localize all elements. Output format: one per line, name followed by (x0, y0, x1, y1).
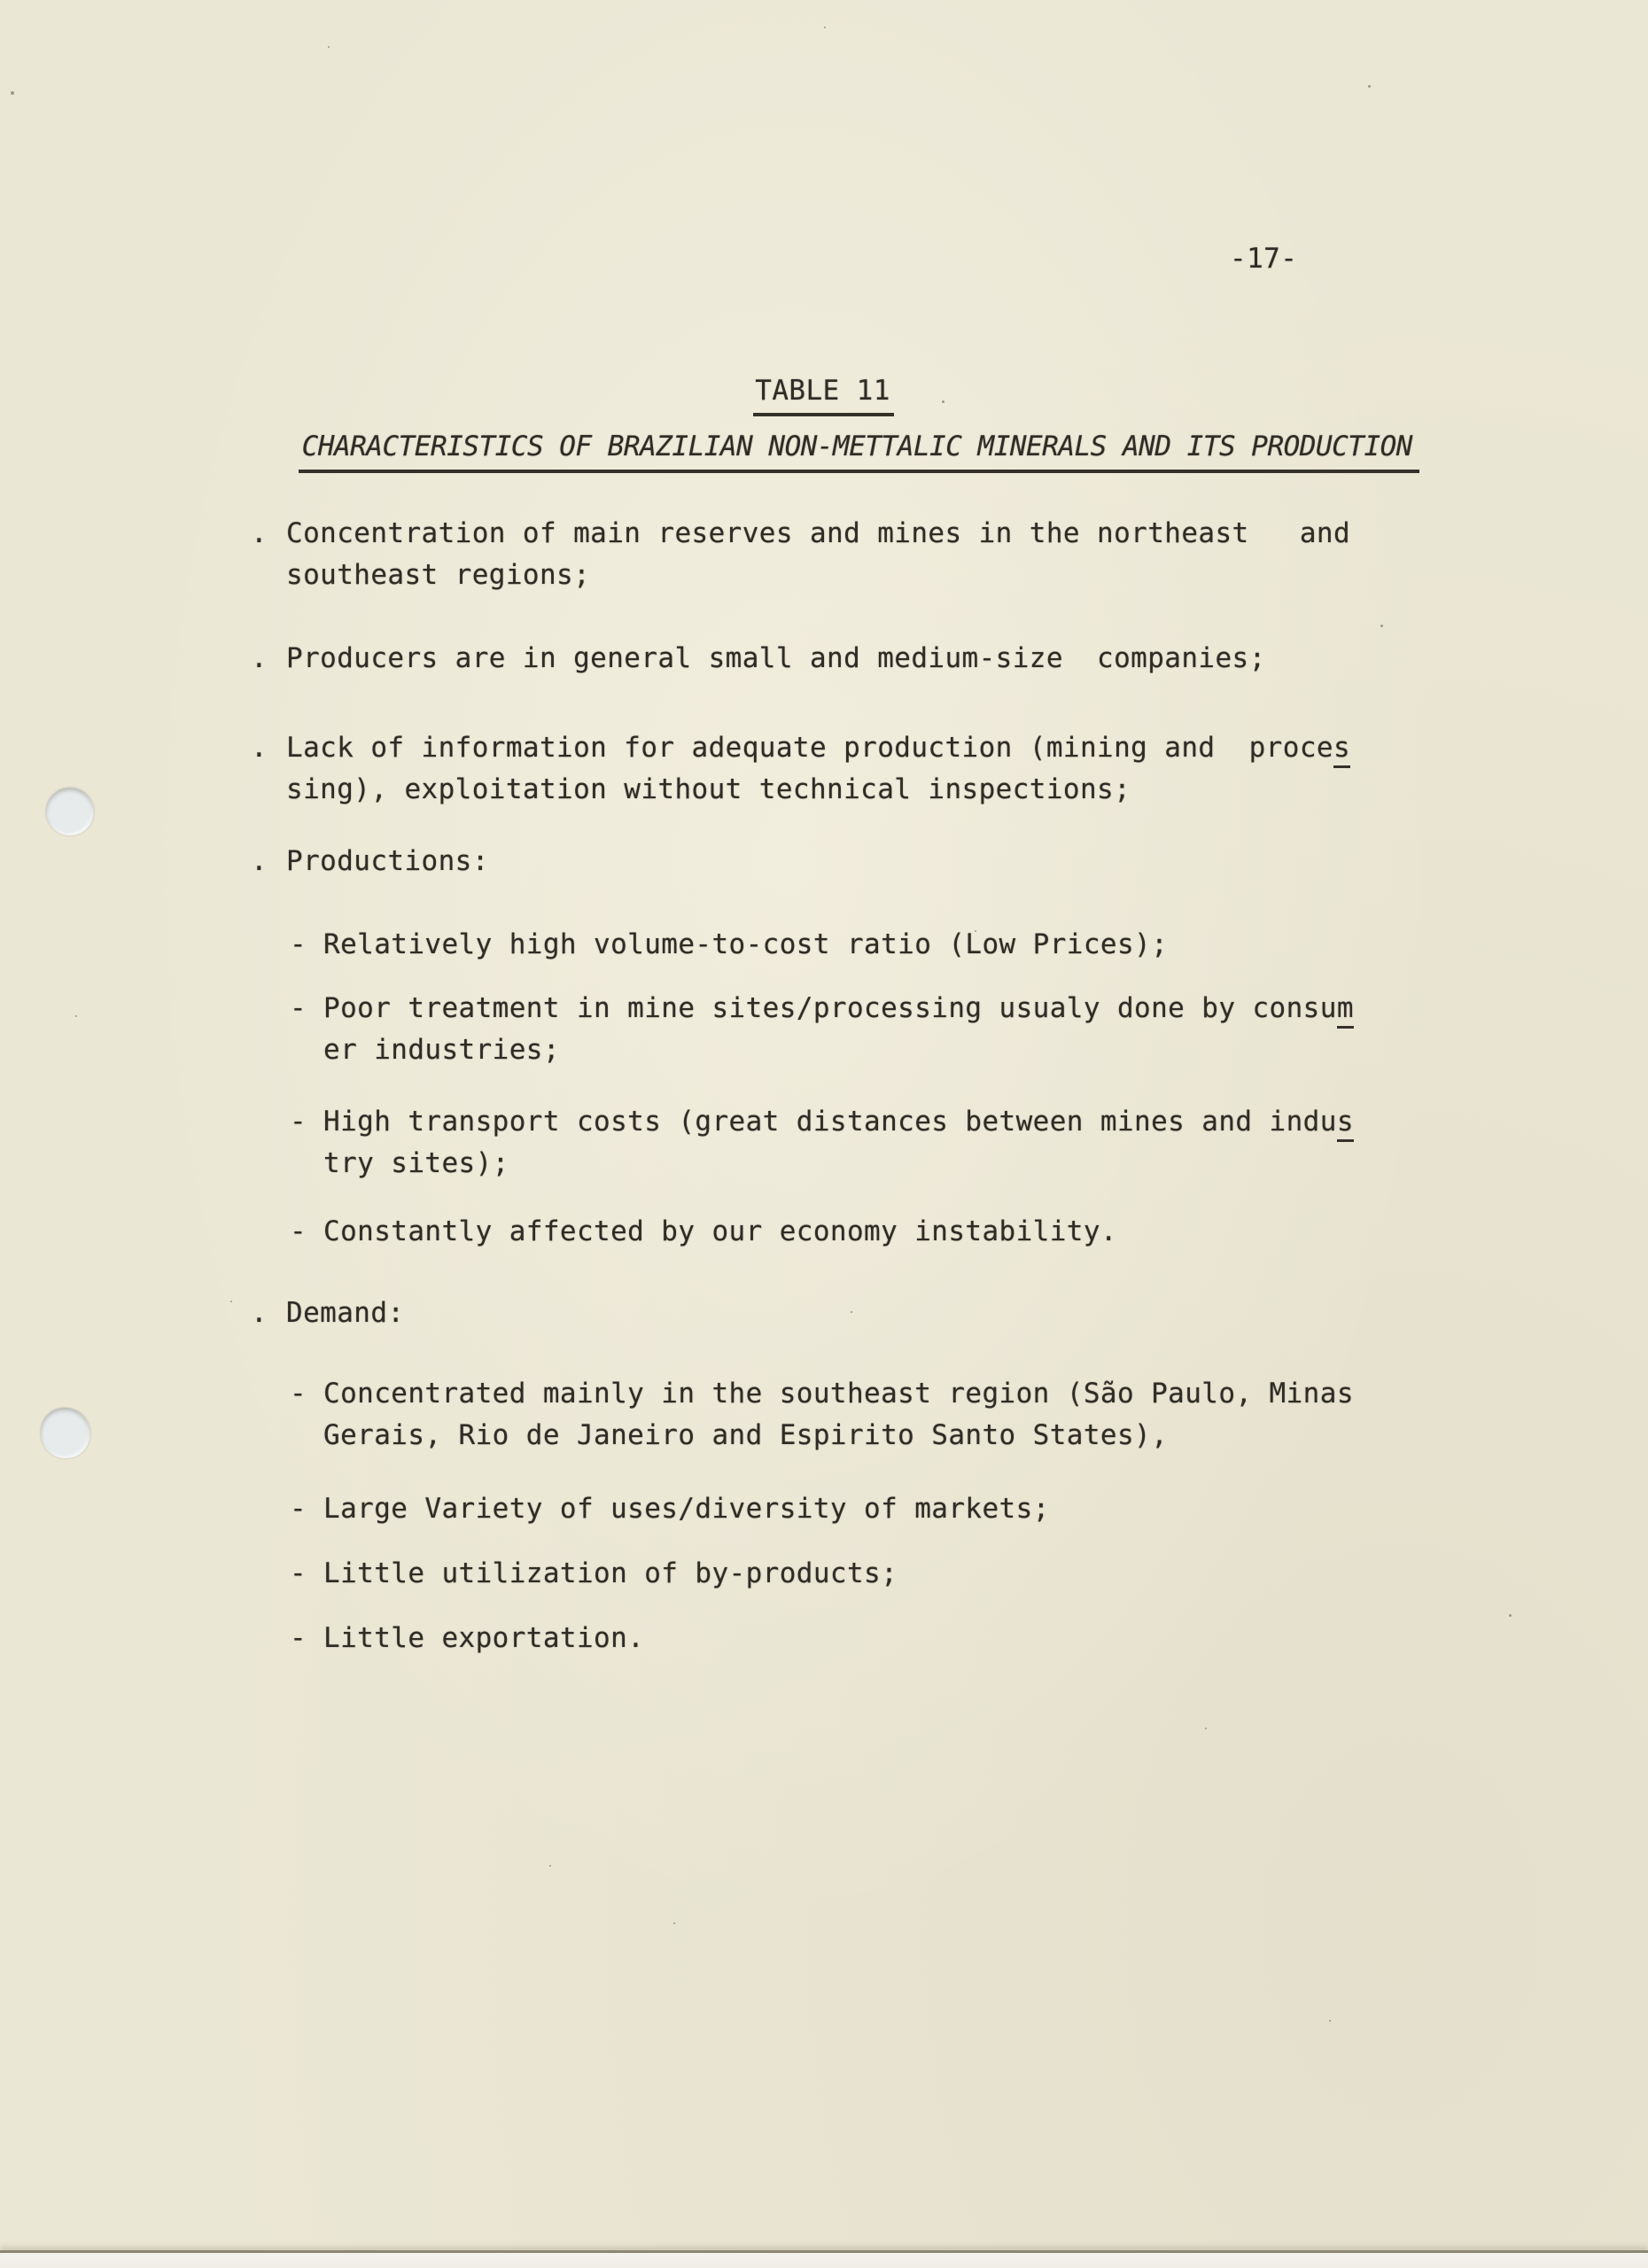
paper-speck (1380, 625, 1383, 627)
text-line: Lack of information for adequate production (mining and proces (286, 727, 1350, 769)
list-item (290, 1211, 1117, 1253)
text-line: Little utilization of by-products; (323, 1557, 898, 1589)
paper-speck (1509, 1614, 1512, 1617)
text-line: Large Variety of uses/diversity of markets; (323, 1493, 1050, 1525)
text-line: er industries; (323, 1034, 560, 1066)
paper-speck (851, 1311, 852, 1313)
page-number: -17- (1230, 243, 1298, 275)
list-item (290, 1488, 1050, 1530)
dash-marker: - (290, 1216, 307, 1247)
dash-marker: - (290, 1557, 307, 1589)
text-line: Producers are in general small and medium-size companies; (286, 642, 1266, 674)
continuation-underline: s (1337, 1104, 1354, 1142)
list-item (290, 988, 1354, 1071)
text-line: sing), exploitation without technical inspections; (286, 773, 1131, 805)
text-line: Poor treatment in mine sites/processing usualy done by consum (323, 988, 1354, 1029)
paper-speck (11, 91, 14, 95)
paper-speck (673, 1922, 675, 1924)
paper-speck (1368, 85, 1371, 88)
text-line: Little exportation. (323, 1622, 645, 1654)
text-line: Relatively high volume-to-cost ratio (Low Prices); (323, 928, 1169, 960)
text-line: Gerais, Rio de Janeiro and Espirito Santo States), (323, 1419, 1169, 1451)
text-line: High transport costs (great distances between mines and indus (323, 1101, 1354, 1143)
list-item (290, 1101, 1354, 1184)
dash-marker: - (290, 992, 307, 1024)
list-item (251, 841, 489, 882)
list-item (290, 1618, 644, 1659)
dash-marker: - (290, 1622, 307, 1654)
dash-marker: - (290, 928, 307, 960)
text-line: Productions: (286, 845, 489, 877)
page-bottom-edge (0, 2250, 1648, 2268)
list-item (290, 1373, 1354, 1456)
document-title (237, 384, 1419, 515)
paper-speck (1329, 2020, 1331, 2022)
paper-speck (975, 930, 976, 932)
paper-speck (1205, 1728, 1207, 1729)
punch-hole (46, 788, 94, 835)
list-item (251, 1293, 404, 1334)
list-item (251, 513, 1350, 596)
text-line: Constantly affected by our economy instability. (323, 1216, 1117, 1247)
bullet-marker: . (251, 1297, 268, 1329)
text-line: Concentration of main reserves and mines in the northeast and (286, 517, 1351, 549)
list-item (251, 638, 1266, 680)
bullet-marker: . (251, 845, 268, 877)
paper-speck (75, 1015, 77, 1017)
paper-speck (549, 1865, 551, 1867)
continuation-underline: m (1337, 990, 1354, 1029)
text-line: southeast regions; (286, 559, 591, 591)
text-line: Demand: (286, 1297, 405, 1329)
paper-speck (230, 1301, 232, 1302)
text-line: Concentrated mainly in the southeast region (São Paulo, Minas (323, 1378, 1354, 1410)
punch-hole (41, 1408, 90, 1458)
bullet-marker: . (251, 732, 268, 764)
list-item (251, 727, 1350, 811)
bullet-marker: . (251, 517, 268, 549)
list-item (290, 924, 1168, 966)
paper-speck (824, 27, 826, 28)
paper-speck (942, 400, 944, 403)
paper-speck (328, 46, 330, 48)
text-line: try sites); (323, 1147, 509, 1179)
bullet-marker: . (251, 642, 268, 674)
dash-marker: - (290, 1378, 307, 1410)
list-item (290, 1553, 898, 1595)
continuation-underline: s (1333, 730, 1350, 768)
dash-marker: - (290, 1106, 307, 1138)
table-label-text: TABLE 11 (753, 370, 894, 416)
document-title-text: CHARACTERISTICS OF BRAZILIAN NON-METTALIC MINERALS AND ITS PRODUCTION (299, 426, 1419, 473)
dash-marker: - (290, 1493, 307, 1525)
